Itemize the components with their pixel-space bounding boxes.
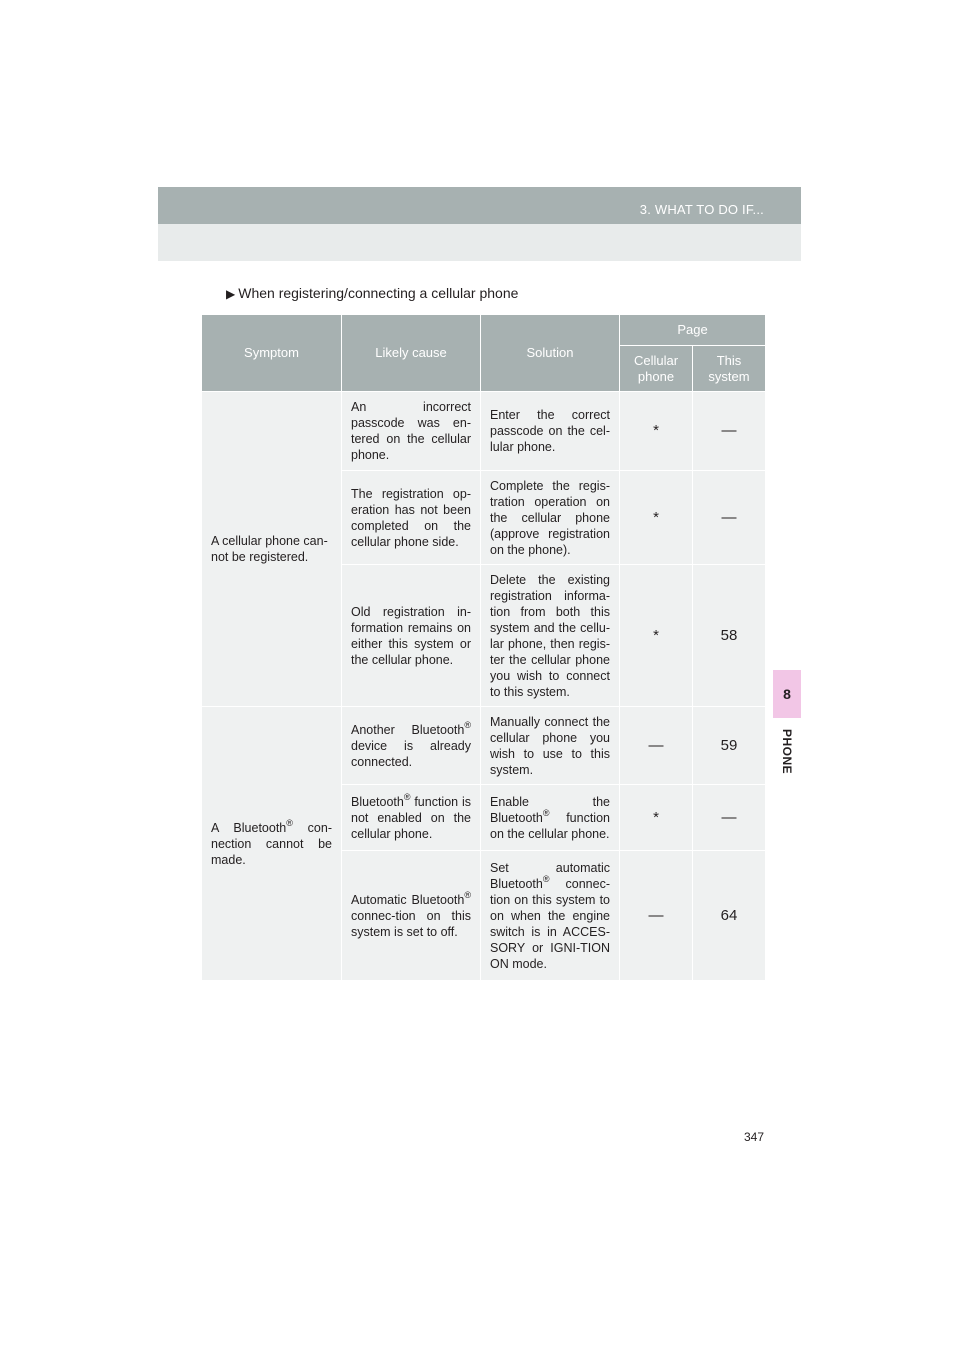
cause-cell: The registration op-eration has not been completed on the cellular phone side. — [342, 471, 481, 565]
section-heading-text: When registering/connecting a cellular phone — [238, 285, 519, 301]
chapter-tab-label — [773, 728, 801, 776]
troubleshooting-table — [201, 314, 766, 981]
solution-cell: Enable the Bluetooth® function on the cellular phone. — [481, 785, 620, 851]
system-page-cell: — — [693, 392, 766, 471]
system-page-cell: — — [693, 471, 766, 565]
solution-cell: Set automatic Bluetooth® connec-tion on this system to on when the engine switch is in ACCES-SORY or IGNI-TION ON mode. — [481, 851, 620, 981]
cause-cell: An incorrect passcode was en-tered on the cellular phone. — [342, 392, 481, 471]
triangle-arrow-icon: ▶ — [226, 287, 236, 301]
cellular-page-cell: * — [620, 392, 693, 471]
solution-cell: Complete the regis-tration operation on the cellular phone (approve registration on the phone). — [481, 471, 620, 565]
cellular-page-cell: * — [620, 565, 693, 707]
symptom-cell: A Bluetooth® con-nection cannot be made. — [202, 707, 342, 981]
chapter-tab-label-text: PHONE — [780, 729, 794, 775]
header-likely-cause: Likely cause — [342, 315, 481, 392]
cause-cell: Another Bluetooth® device is already connected. — [342, 707, 481, 785]
symptom-cell: A cellular phone can-not be registered. — [202, 392, 342, 707]
header-cellular-phone: Cellular phone — [620, 346, 693, 392]
solution-cell: Manually connect the cellular phone you wish to use to this system. — [481, 707, 620, 785]
header-symptom: Symptom — [202, 315, 342, 392]
section-heading — [226, 285, 518, 301]
table-row — [202, 392, 766, 471]
cause-cell: Bluetooth® function is not enabled on the cellular phone. — [342, 785, 481, 851]
chapter-title: 3. WHAT TO DO IF... — [639, 202, 764, 217]
system-page-cell: 58 — [693, 565, 766, 707]
cause-cell: Old registration in-formation remains on either this system or the cellular phone. — [342, 565, 481, 707]
page-number: 347 — [744, 1130, 765, 1144]
header-subband — [158, 224, 801, 261]
solution-cell: Delete the existing registration informa-tion from both this system and the cellu-lar phone, then regis-ter the cellular phone you wish to connect to this system. — [481, 565, 620, 707]
chapter-tab-number[interactable]: 8 — [773, 670, 801, 718]
header-this-system: This system — [693, 346, 766, 392]
system-page-cell: — — [693, 785, 766, 851]
system-page-cell: 64 — [693, 851, 766, 981]
cellular-page-cell: — — [620, 851, 693, 981]
header-solution: Solution — [481, 315, 620, 392]
cause-cell: Automatic Bluetooth® connec-tion on this system is set to off. — [342, 851, 481, 981]
cellular-page-cell: * — [620, 471, 693, 565]
header-page: Page — [620, 315, 766, 346]
system-page-cell: 59 — [693, 707, 766, 785]
table-row — [202, 707, 766, 785]
cellular-page-cell: * — [620, 785, 693, 851]
cellular-page-cell: — — [620, 707, 693, 785]
solution-cell: Enter the correct passcode on the cel-lular phone. — [481, 392, 620, 471]
